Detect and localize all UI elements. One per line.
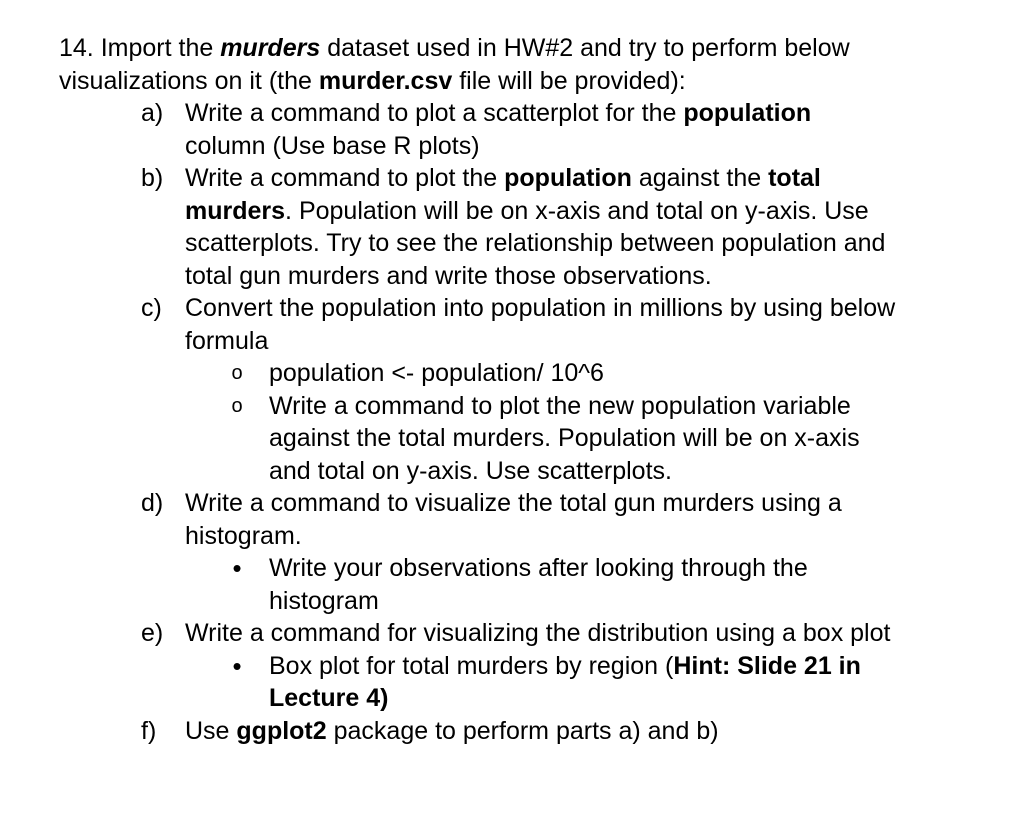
question-intro-line-1 [59, 32, 1009, 65]
item-line: formula [185, 326, 269, 355]
column-name: population [504, 164, 632, 192]
sub-bullet-line: against the total murders. Population will be on x-axis [269, 424, 860, 452]
item-marker: f) [141, 716, 157, 745]
item-text: package to perform parts a) and b) [326, 716, 719, 745]
item-marker: e) [141, 619, 164, 647]
intro-text: visualizations on it (the [59, 66, 319, 95]
item-text: Write a command to plot a scatterplot for the [185, 99, 684, 127]
sub-bullet-e [59, 650, 1009, 715]
item-line: Convert the population into population in millions by using below [185, 294, 896, 322]
item-line [185, 97, 1009, 130]
sub-bullet-text: Box plot for total murders by region ( [269, 651, 674, 680]
item-line: scatterplots. Try to see the relationship between population and [185, 229, 886, 257]
intro-text: file will be provided): [452, 66, 686, 95]
sub-bullet-c-1 [59, 357, 1009, 390]
intro-text: dataset used in HW#2 and try to perform below [320, 34, 850, 62]
sub-question-d [59, 487, 1009, 552]
item-marker: c) [141, 294, 162, 322]
question-intro [59, 32, 1009, 97]
assignment-question [59, 32, 1009, 747]
item-text: against the [631, 164, 769, 192]
question-intro-line-2 [59, 65, 1009, 98]
circle-bullet-icon: o [231, 362, 243, 384]
intro-text: 14. Import the [59, 34, 221, 62]
bullet-icon: • [232, 650, 242, 681]
item-text: Use [185, 716, 237, 745]
item-marker: b) [141, 164, 164, 192]
circle-bullet-icon: o [231, 394, 243, 417]
package-name: ggplot2 [236, 716, 327, 745]
formula-line: population <- population/ 10^6 [269, 359, 604, 387]
sub-question-a [59, 97, 1009, 162]
column-name: total [768, 164, 821, 192]
sub-bullet-c-2 [59, 390, 1009, 488]
hint-text: Lecture 4) [269, 684, 389, 712]
sub-bullet-line: histogram [269, 586, 379, 615]
sub-question-c [59, 292, 1009, 357]
sub-bullet-d [59, 552, 1009, 617]
sub-bullet-line [269, 682, 1009, 715]
item-line: Write a command for visualizing the distribution using a box plot [185, 619, 891, 647]
bullet-icon: • [232, 553, 242, 583]
dataset-name: murders [220, 34, 321, 62]
item-line: total gun murders and write those observations. [185, 261, 712, 290]
sub-bullet-line [269, 650, 1009, 683]
item-line: Write a command to visualize the total gun murders using a [185, 489, 842, 517]
item-line [185, 195, 1009, 228]
item-marker: d) [141, 489, 164, 517]
sub-bullet-line: Write your observations after looking through the [269, 554, 808, 582]
item-text: . Population will be on x-axis and total on y-axis. Use [285, 196, 869, 225]
column-name: population [683, 99, 812, 127]
item-text: Write a command to plot the [185, 164, 505, 192]
item-line: histogram. [185, 521, 302, 550]
sub-question-list [59, 97, 1009, 747]
sub-question-e [59, 617, 1009, 650]
sub-bullet-line: and total on y-axis. Use scatterplots. [269, 456, 672, 485]
item-line [185, 715, 1009, 748]
file-name: murder.csv [318, 66, 453, 95]
item-line [185, 162, 1009, 195]
hint-text: Hint: Slide 21 in [673, 651, 861, 680]
column-name: murders [185, 196, 286, 225]
sub-question-b [59, 162, 1009, 292]
item-line: column (Use base R plots) [185, 131, 480, 160]
sub-bullet-line: Write a command to plot the new population variable [269, 391, 851, 420]
item-marker: a) [141, 99, 164, 127]
sub-question-f [59, 715, 1009, 748]
